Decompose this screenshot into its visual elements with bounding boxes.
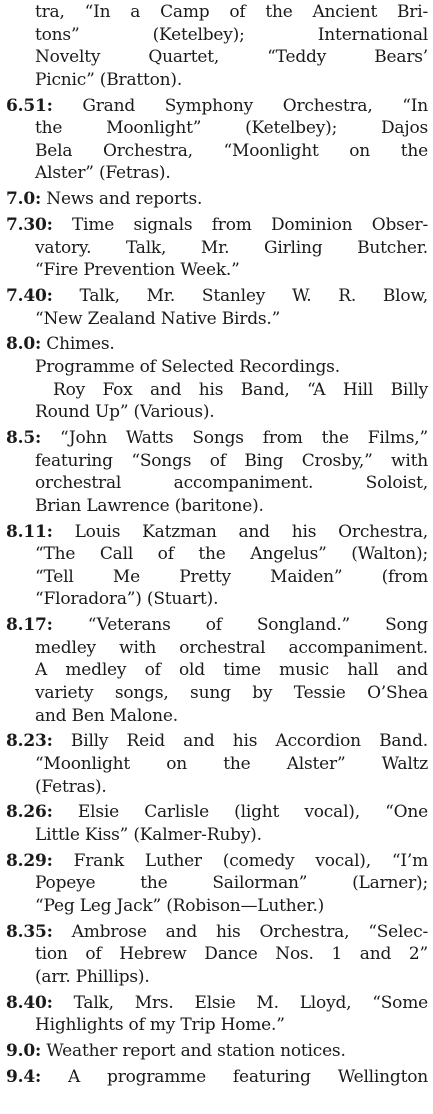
time-label: 8.17: (6, 615, 53, 636)
programme-line: orchestral accompaniment. Soloist, (35, 473, 428, 494)
time-label: 8.0: (6, 334, 42, 355)
time-label: 8.26: (6, 802, 53, 823)
programme-line: medley with orchestral accompaniment. (35, 637, 428, 658)
programme-line: Picnic” (Bratton). (35, 69, 183, 90)
programme-line: 6.51: Grand Symphony Orchestra, “In (6, 95, 428, 116)
programme-line: “The Call of the Angelus” (Walton); (35, 544, 428, 565)
programme-line: featuring “Songs of Bing Crosby,” with (35, 450, 428, 471)
time-label: 7.30: (6, 215, 53, 235)
programme-line: and Ben Malone. (35, 705, 178, 726)
programme-line: Little Kiss” (Kalmer-Ruby). (35, 825, 262, 845)
time-label: 8.5: (6, 428, 42, 448)
programme-line: 9.4: A programme featuring Wellington (6, 1067, 428, 1087)
programme-line: “Floradora”) (Stuart). (35, 589, 219, 610)
time-label: 8.29: (6, 850, 53, 871)
programme-line: tons” (Ketelbey); International (35, 24, 428, 45)
time-label: 7.40: (6, 286, 53, 306)
time-label: 8.11: (6, 521, 53, 542)
programme-line: Alster” (Fetras). (35, 163, 171, 184)
programme-line: vatory. Talk, Mr. Girling Butcher. (35, 237, 428, 258)
programme-line: Roy Fox and his Band, “A Hill Billy (53, 379, 428, 400)
programme-line: Highlights of my Trip Home.” (35, 1015, 285, 1036)
time-label: 6.51: (6, 95, 53, 116)
programme-line: 7.0: News and reports. (6, 189, 203, 210)
programme-line: “Tell Me Pretty Maiden” (from (35, 566, 428, 587)
programme-line: 8.29: Frank Luther (comedy vocal), “I’m (6, 850, 428, 871)
programme-line: Novelty Quartet, “Teddy Bears’ (35, 47, 428, 68)
programme-line: 8.11: Louis Katzman and his Orchestra, (6, 521, 428, 542)
time-label: 7.0: (6, 189, 42, 210)
programme-line: Popeye the Sailorman” (Larner); (35, 873, 428, 894)
programme-line: 7.40: Talk, Mr. Stanley W. R. Blow, (6, 286, 428, 306)
programme-line: Round Up” (Various). (35, 402, 215, 423)
programme-line: (Fetras). (35, 776, 107, 797)
programme-line: 8.0: Chimes. (6, 334, 115, 355)
programme-line: A medley of old time music hall and (35, 660, 428, 681)
time-label: 9.0: (6, 1041, 42, 1062)
programme-line: Programme of Selected Recordings. (35, 357, 340, 377)
programme-line: 8.40: Talk, Mrs. Elsie M. Lloyd, “Some (6, 992, 428, 1013)
programme-line: tra, “In a Camp of the Ancient Bri- (35, 2, 428, 22)
programme-line: “Peg Leg Jack” (Robison—Luther.) (35, 896, 325, 916)
programme-line: (arr. Phillips). (35, 967, 150, 987)
programme-line: 8.5: “John Watts Songs from the Films,” (6, 428, 428, 448)
programme-line: Bela Orchestra, “Moonlight on the (35, 140, 428, 161)
programme-line: Brian Lawrence (baritone). (35, 495, 264, 516)
time-label: 8.23: (6, 731, 53, 752)
time-label: 9.4: (6, 1067, 42, 1087)
programme-line: 8.23: Billy Reid and his Accordion Band. (6, 731, 428, 752)
time-label: 8.40: (6, 992, 53, 1013)
programme-line: “Fire Prevention Week.” (35, 260, 240, 281)
programme-line: 7.30: Time signals from Dominion Obser- (6, 215, 428, 235)
programme-line: “New Zealand Native Birds.” (35, 308, 281, 329)
programme-line: 8.35: Ambrose and his Orchestra, “Selec- (6, 921, 428, 942)
programme-line: 8.26: Elsie Carlisle (light vocal), “One (6, 802, 428, 823)
programme-line: 9.0: Weather report and station notices. (6, 1041, 346, 1062)
programme-line: tion of Hebrew Dance Nos. 1 and 2” (35, 944, 428, 965)
programme-line: variety songs, sung by Tessie O’Shea (35, 683, 428, 703)
time-label: 8.35: (6, 921, 53, 942)
programme-line: 8.17: “Veterans of Songland.” Song (6, 615, 428, 636)
programme-line: the Moonlight” (Ketelbey); Dajos (35, 118, 428, 139)
programme-line: “Moonlight on the Alster” Waltz (35, 754, 428, 774)
